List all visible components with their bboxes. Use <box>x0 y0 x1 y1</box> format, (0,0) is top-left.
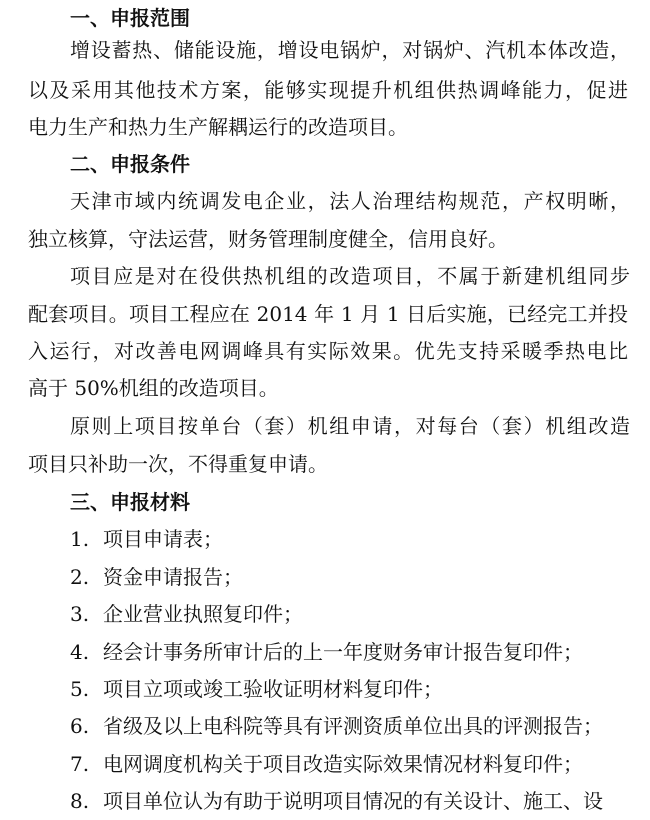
list-item <box>70 783 630 820</box>
section-heading-scope: 一、申报范围 <box>70 6 190 30</box>
list-item-text: 经会计事务所审计后的上一年度财务审计报告复印件； <box>103 640 583 664</box>
paragraph-line: 原则上项目按单台（套）机组申请，对每台（套）机组改造 <box>70 414 630 438</box>
section-heading-conditions: 二、申报条件 <box>70 152 190 176</box>
paragraph-line: 入运行，对改善电网调峰具有实际效果。优先支持采暖季热电比 <box>28 339 628 363</box>
paragraph-line: 配套项目。项目工程应在 2014 年 1 月 1 日后实施，已经完工并投 <box>28 302 628 326</box>
list-item-text: 省级及以上电科院等具有评测资质单位出具的评测报告； <box>103 714 603 738</box>
list-item-number: 6. <box>70 714 90 738</box>
list-item-text: 企业营业执照复印件； <box>103 602 303 626</box>
paragraph-line: 独立核算，守法运营，财务管理制度健全，信用良好。 <box>28 227 508 251</box>
list-item-text: 项目立项或竣工验收证明材料复印件； <box>103 677 443 701</box>
list-item-number: 7. <box>70 752 90 776</box>
section-heading-materials: 三、申报材料 <box>70 490 190 514</box>
list-item <box>70 596 630 633</box>
paragraph-line: 项目应是对在役供热机组的改造项目，不属于新建机组同步 <box>70 264 630 288</box>
list-item <box>70 634 630 671</box>
list-item-number: 4. <box>70 640 90 664</box>
list-item <box>70 521 630 558</box>
paragraph-line: 天津市域内统调发电企业，法人治理结构规范，产权明晰， <box>70 189 630 213</box>
list-item-number: 1. <box>70 527 90 551</box>
list-item-text: 电网调度机构关于项目改造实际效果情况材料复印件； <box>103 752 583 776</box>
list-item-text: 项目单位认为有助于说明项目情况的有关设计、施工、设 <box>103 789 603 813</box>
list-item-number: 2. <box>70 565 90 589</box>
paragraph-line: 以及采用其他技术方案，能够实现提升机组供热调峰能力，促进 <box>28 78 628 102</box>
paragraph-line: 项目只补助一次，不得重复申请。 <box>28 452 328 476</box>
list-item-number: 3. <box>70 602 90 626</box>
paragraph-line: 增设蓄热、储能设施，增设电锅炉，对锅炉、汽机本体改造， <box>70 38 630 62</box>
list-item-text: 资金申请报告； <box>103 565 243 589</box>
list-item <box>70 671 630 708</box>
list-item <box>70 708 630 745</box>
list-item-text: 项目申请表； <box>103 527 223 551</box>
list-item <box>70 559 630 596</box>
paragraph-line: 电力生产和热力生产解耦运行的改造项目。 <box>28 115 408 139</box>
list-item <box>70 746 630 783</box>
paragraph-line: 高于 50%机组的改造项目。 <box>28 376 279 400</box>
list-item-number: 5. <box>70 677 90 701</box>
list-item-number: 8. <box>70 789 90 813</box>
